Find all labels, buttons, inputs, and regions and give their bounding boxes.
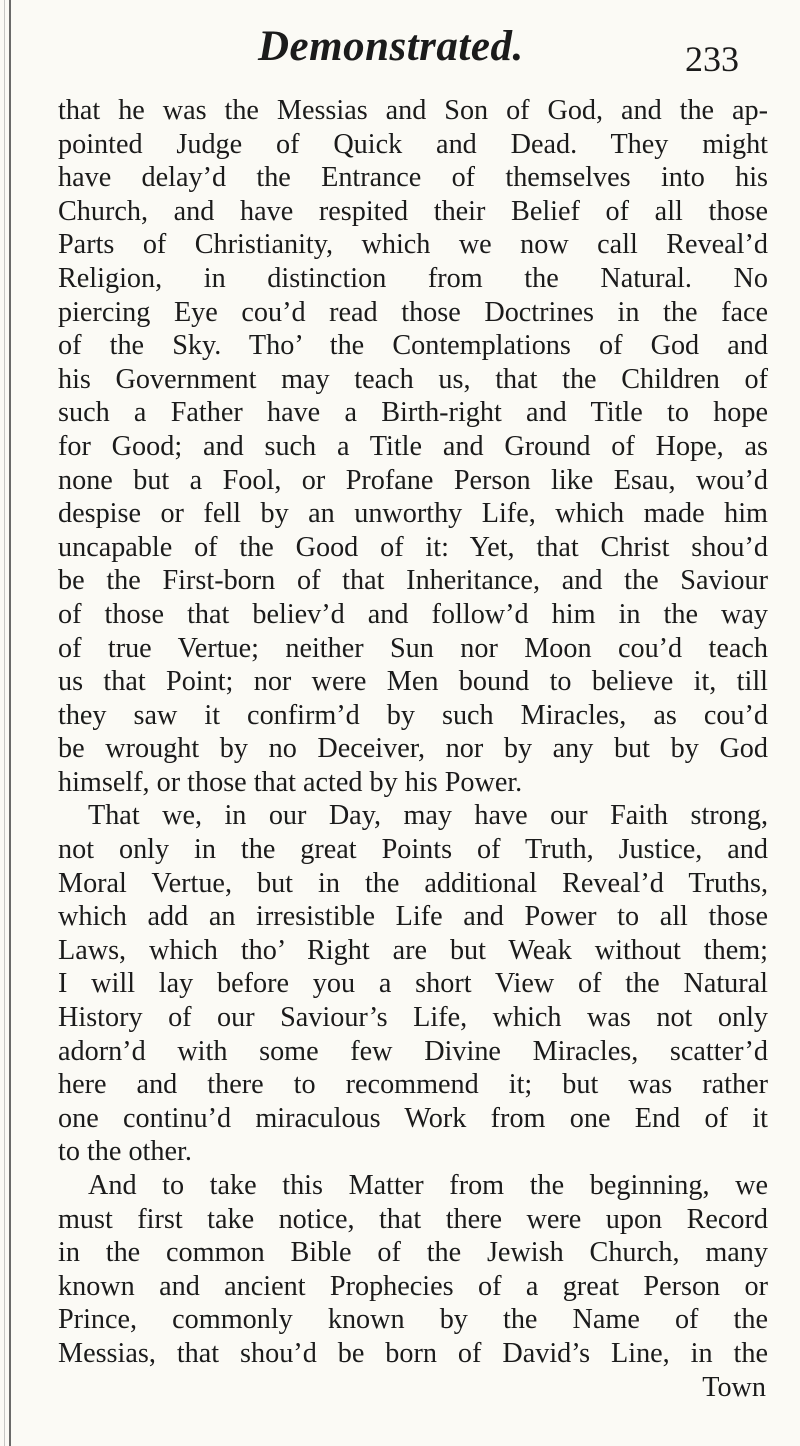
paragraph-2 <box>58 799 768 1169</box>
text-line: pointed Judge of Quick and Dead. They might <box>58 128 768 160</box>
text-line: for Good; and such a Title and Ground of Hope, as <box>58 430 768 462</box>
text-line: Parts of Christianity, which we now call Reveal’d <box>58 229 768 261</box>
body-text <box>58 94 768 1404</box>
text-line: must first take notice, that there were upon Record <box>58 1203 768 1235</box>
text-line: uncapable of the Good of it: Yet, that Christ shou’d <box>58 531 768 563</box>
text-line: And to take this Matter from the beginning, we <box>88 1170 768 1201</box>
text-line: of those that believ’d and follow’d him in the way <box>58 598 768 630</box>
page-number: 233 <box>685 39 739 79</box>
text-line: not only in the great Points of Truth, Justice, and <box>58 834 768 866</box>
paragraph-1 <box>58 94 768 799</box>
text-line: Religion, in distinction from the Natural. No <box>58 262 768 294</box>
text-line: of true Vertue; neither Sun nor Moon cou’d teach <box>58 632 768 664</box>
text-line: Moral Vertue, but in the additional Reveal’d Truths, <box>58 867 768 899</box>
text-line: Laws, which tho’ Right are but Weak without them; <box>58 934 768 966</box>
text-line: adorn’d with some few Divine Miracles, scatter’d <box>58 1035 768 1067</box>
text-line: none but a Fool, or Profane Person like Esau, wou’d <box>58 464 768 496</box>
text-line: such a Father have a Birth-right and Title to hope <box>58 397 768 429</box>
text-line: History of our Saviour’s Life, which was not only <box>58 1002 768 1034</box>
text-line: piercing Eye cou’d read those Doctrines in the face <box>58 296 768 328</box>
text-line: one continu’d miraculous Work from one End of it <box>58 1102 768 1134</box>
text-line: have delay’d the Entrance of themselves into his <box>58 162 768 194</box>
text-line: That we, in our Day, may have our Faith strong, <box>88 800 768 832</box>
page-gutter-shadow <box>4 0 5 1446</box>
text-line: I will lay before you a short View of the Natural <box>58 968 768 1000</box>
text-line: himself, or those that acted by his Power. <box>58 766 523 798</box>
text-line: be the First-born of that Inheritance, and the Saviour <box>58 565 768 597</box>
text-line: known and ancient Prophecies of a great Person or <box>58 1270 768 1302</box>
page-gutter-edge <box>9 0 11 1446</box>
text-line: Messias, that shou’d be born of David’s Line, in the <box>58 1337 768 1369</box>
text-line: in the common Bible of the Jewish Church, many <box>58 1237 768 1269</box>
text-line: Church, and have respited their Belief of all those <box>58 195 768 227</box>
catchword: Town <box>702 1371 766 1403</box>
text-line: be wrought by no Deceiver, nor by any but by God <box>58 733 768 765</box>
text-line: us that Point; nor were Men bound to believe it, till <box>58 666 768 698</box>
running-title: Demonstrated. <box>258 23 524 70</box>
text-line: here and there to recommend it; but was rather <box>58 1069 768 1101</box>
text-line: that he was the Messias and Son of God, and the ap- <box>58 95 768 126</box>
text-line: to the other. <box>58 1136 192 1168</box>
text-line: of the Sky. Tho’ the Contemplations of God and <box>58 330 768 362</box>
paragraph-3 <box>58 1169 768 1371</box>
text-line: which add an irresistible Life and Power to all those <box>58 901 768 933</box>
text-line: they saw it confirm’d by such Miracles, as cou’d <box>58 699 768 731</box>
text-line: his Government may teach us, that the Children of <box>58 363 768 395</box>
text-line: Prince, commonly known by the Name of the <box>58 1304 768 1336</box>
page-header <box>0 22 800 82</box>
text-line: despise or fell by an unworthy Life, which made him <box>58 498 768 530</box>
